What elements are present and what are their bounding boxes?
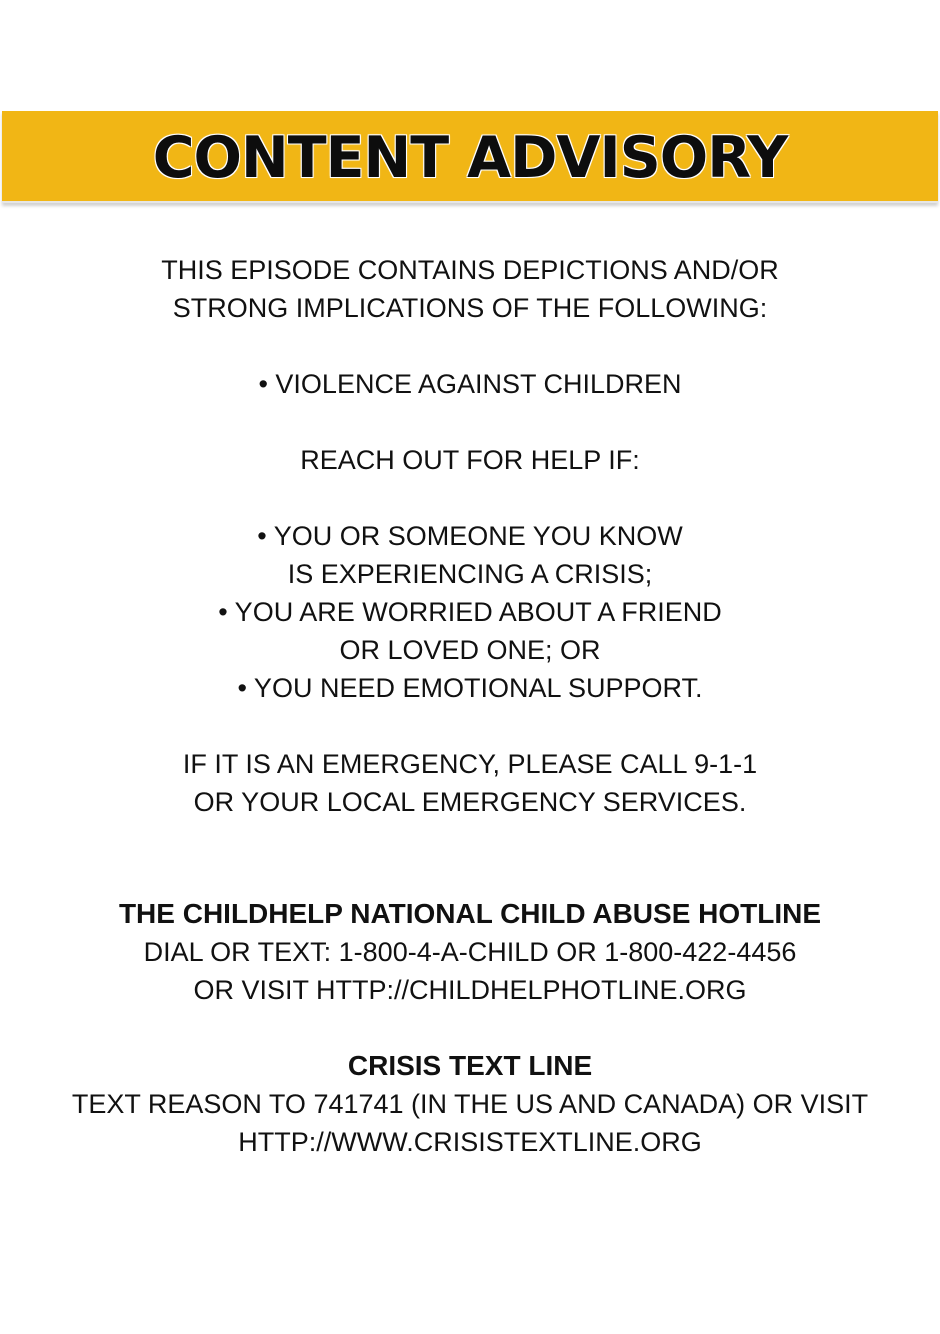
childhelp-link[interactable]: OR VISIT HTTP://CHILDHELPHOTLINE.ORG <box>193 975 747 1005</box>
childhelp-title: THE CHILDHELP NATIONAL CHILD ABUSE HOTLINE <box>118 898 822 929</box>
help-line: • YOU NEED EMOTIONAL SUPPORT. <box>237 673 703 703</box>
help-line: • YOU ARE WORRIED ABOUT A FRIEND <box>218 597 722 627</box>
topic-item: • VIOLENCE AGAINST CHILDREN <box>258 369 682 399</box>
help-line: • YOU OR SOMEONE YOU KNOW <box>257 521 683 551</box>
advisory-body <box>0 251 940 1161</box>
crisis-text-instructions: TEXT REASON TO 741741 (IN THE US AND CANADA) OR VISIT <box>71 1089 869 1119</box>
help-heading: REACH OUT FOR HELP IF: <box>300 445 640 475</box>
advisory-banner <box>2 111 938 203</box>
emergency-line-1: IF IT IS AN EMERGENCY, PLEASE CALL 9-1-1 <box>182 749 758 779</box>
advisory-title: CONTENT ADVISORY <box>152 125 788 191</box>
crisis-text-link[interactable]: HTTP://WWW.CRISISTEXTLINE.ORG <box>238 1127 702 1157</box>
crisis-text-title: CRISIS TEXT LINE <box>347 1050 593 1081</box>
emergency-line-2: OR YOUR LOCAL EMERGENCY SERVICES. <box>193 787 747 817</box>
intro-line-1: THIS EPISODE CONTAINS DEPICTIONS AND/OR <box>161 255 779 285</box>
help-line: IS EXPERIENCING A CRISIS; <box>287 559 653 589</box>
intro-line-2: STRONG IMPLICATIONS OF THE FOLLOWING: <box>172 293 768 323</box>
help-line: OR LOVED ONE; OR <box>339 635 601 665</box>
childhelp-phone: DIAL OR TEXT: 1-800-4-A-CHILD OR 1-800-422-4456 <box>143 937 797 967</box>
